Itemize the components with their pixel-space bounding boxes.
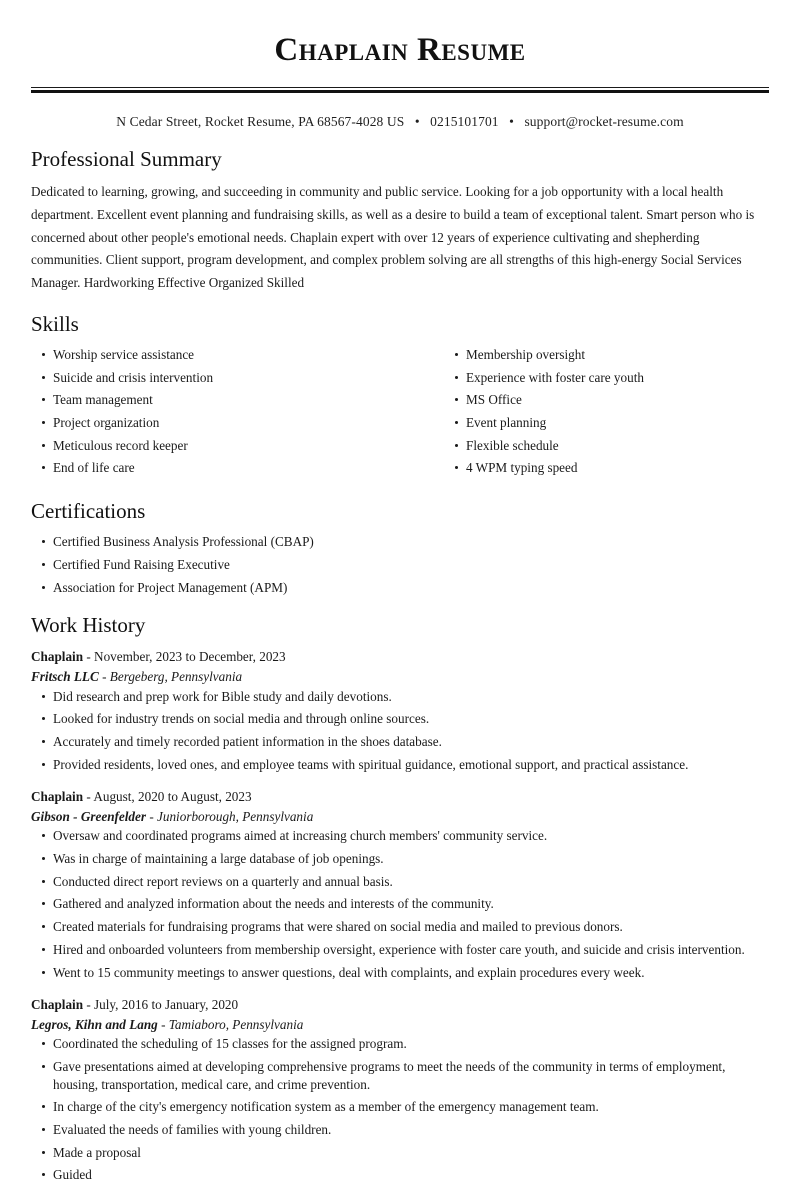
- header-divider: [31, 87, 769, 93]
- job-title-line: [31, 787, 769, 807]
- contact-info: [31, 114, 769, 130]
- list-item: Made a proposal: [31, 1144, 769, 1162]
- contact-address: N Cedar Street, Rocket Resume, PA 68567-4028 US: [116, 113, 405, 129]
- job-company-dash: -: [102, 669, 107, 685]
- certifications-list: [31, 533, 769, 596]
- list-item: Association for Project Management (APM): [31, 579, 769, 597]
- list-item: Evaluated the needs of families with young children.: [31, 1121, 769, 1139]
- list-item: Went to 15 community meetings to answer questions, deal with complaints, and explain procedures every week.: [31, 964, 769, 982]
- list-item: Guided: [31, 1166, 769, 1184]
- list-item: Project organization: [31, 414, 400, 432]
- job-company: Legros, Kihn and Lang: [31, 1017, 158, 1033]
- skills-column-left: [31, 346, 400, 482]
- section-work-history: [31, 613, 769, 1184]
- job-title-dash: -: [86, 649, 91, 665]
- list-item: Certified Business Analysis Professional (CBAP): [31, 533, 769, 551]
- work-history-entry: [31, 647, 769, 773]
- job-location: Juniorborough, Pennsylvania: [157, 809, 314, 825]
- job-dates: July, 2016 to January, 2020: [94, 997, 239, 1013]
- job-title-line: [31, 647, 769, 667]
- list-item: Conducted direct report reviews on a quarterly and annual basis.: [31, 873, 769, 891]
- list-item: Certified Fund Raising Executive: [31, 556, 769, 574]
- job-company-dash: -: [149, 809, 154, 825]
- job-title: Chaplain: [31, 997, 84, 1013]
- job-location: Tamiaboro, Pennsylvania: [168, 1017, 304, 1033]
- list-item: In charge of the city's emergency notification system as a member of the emergency management team.: [31, 1098, 769, 1116]
- list-item: Flexible schedule: [444, 437, 769, 455]
- list-item: Did research and prep work for Bible study and daily devotions.: [31, 688, 769, 706]
- summary-text: Dedicated to learning, growing, and succeeding in community and public service. Looking for a job opportunity with a local health department. Excellent event planning and fundraising skills, as well as a desire to build a team of exceptional talent. Smart person who is concerned about other people's emotional needs. Chaplain expert with over 12 years of experience cultivating and shepherding communities. Client support, program development, and complex problem solving are all strengths of this high-energy Social Services Manager. Hardworking Effective Organized Skilled: [31, 184, 755, 290]
- section-heading-skills: Skills: [31, 311, 79, 336]
- list-item: Looked for industry trends on social media and through online sources.: [31, 710, 769, 728]
- job-company-line: [31, 1015, 769, 1035]
- list-item: Experience with foster care youth: [444, 369, 769, 387]
- job-bullets-list: [31, 827, 769, 981]
- contact-separator-2: •: [509, 113, 514, 129]
- section-heading-summary: Professional Summary: [31, 146, 222, 171]
- list-item: Meticulous record keeper: [31, 437, 400, 455]
- list-item: End of life care: [31, 459, 400, 477]
- job-company-line: [31, 807, 769, 827]
- job-title: Chaplain: [31, 649, 84, 665]
- section-certifications: [31, 499, 769, 596]
- skills-list-left: [31, 346, 400, 477]
- job-bullets-list: [31, 1035, 769, 1184]
- job-title-dash: -: [86, 997, 91, 1013]
- list-item: Team management: [31, 391, 400, 409]
- contact-phone: 0215101701: [430, 113, 499, 129]
- work-history-entry: [31, 995, 769, 1184]
- list-item: Gave presentations aimed at developing comprehensive programs to meet the needs of the community in terms of employment, housing, transportation, medical care, and crime prevention.: [31, 1058, 769, 1093]
- list-item: Hired and onboarded volunteers from membership oversight, experience with foster care youth, and suicide and crisis intervention.: [31, 941, 769, 959]
- contact-separator-1: •: [414, 113, 420, 129]
- job-title-line: [31, 995, 769, 1015]
- job-dates: November, 2023 to December, 2023: [94, 649, 286, 665]
- job-company-line: [31, 667, 769, 687]
- job-company: Fritsch LLC: [31, 669, 99, 685]
- list-item: Accurately and timely recorded patient information in the shoes database.: [31, 733, 769, 751]
- list-item: Created materials for fundraising programs that were shared on social media and mailed to previous donors.: [31, 918, 769, 936]
- list-item: Event planning: [444, 414, 769, 432]
- section-heading-certifications: Certifications: [31, 498, 146, 523]
- job-location: Bergeberg, Pennsylvania: [109, 669, 243, 685]
- contact-email[interactable]: support@rocket-resume.com: [524, 113, 684, 129]
- list-item: Provided residents, loved ones, and employee teams with spiritual guidance, emotional support, and practical assistance.: [31, 756, 769, 774]
- job-title: Chaplain: [31, 789, 84, 805]
- list-item: 4 WPM typing speed: [444, 459, 769, 477]
- list-item: Suicide and crisis intervention: [31, 369, 400, 387]
- section-professional-summary: [31, 147, 769, 295]
- job-company: Gibson - Greenfelder: [31, 809, 147, 825]
- skills-list-right: [444, 346, 769, 477]
- skills-column-right: [400, 346, 769, 482]
- job-dates: August, 2020 to August, 2023: [93, 789, 252, 805]
- job-bullets-list: [31, 688, 769, 774]
- divider-thick-line: [31, 90, 769, 93]
- section-skills: [31, 312, 769, 482]
- job-company-dash: -: [161, 1017, 166, 1033]
- page-title: Chaplain Resume: [274, 32, 526, 68]
- list-item: Membership oversight: [444, 346, 769, 364]
- job-title-dash: -: [86, 789, 91, 805]
- list-item: Oversaw and coordinated programs aimed at increasing church members' community service.: [31, 827, 769, 845]
- skills-columns: [31, 346, 769, 482]
- list-item: Gathered and analyzed information about the needs and interests of the community.: [31, 895, 769, 913]
- section-heading-work-history: Work History: [31, 613, 146, 638]
- list-item: Worship service assistance: [31, 346, 400, 364]
- list-item: MS Office: [444, 391, 769, 409]
- work-history-entry: [31, 787, 769, 981]
- list-item: Was in charge of maintaining a large database of job openings.: [31, 850, 769, 868]
- list-item: Coordinated the scheduling of 15 classes for the assigned program.: [31, 1035, 769, 1053]
